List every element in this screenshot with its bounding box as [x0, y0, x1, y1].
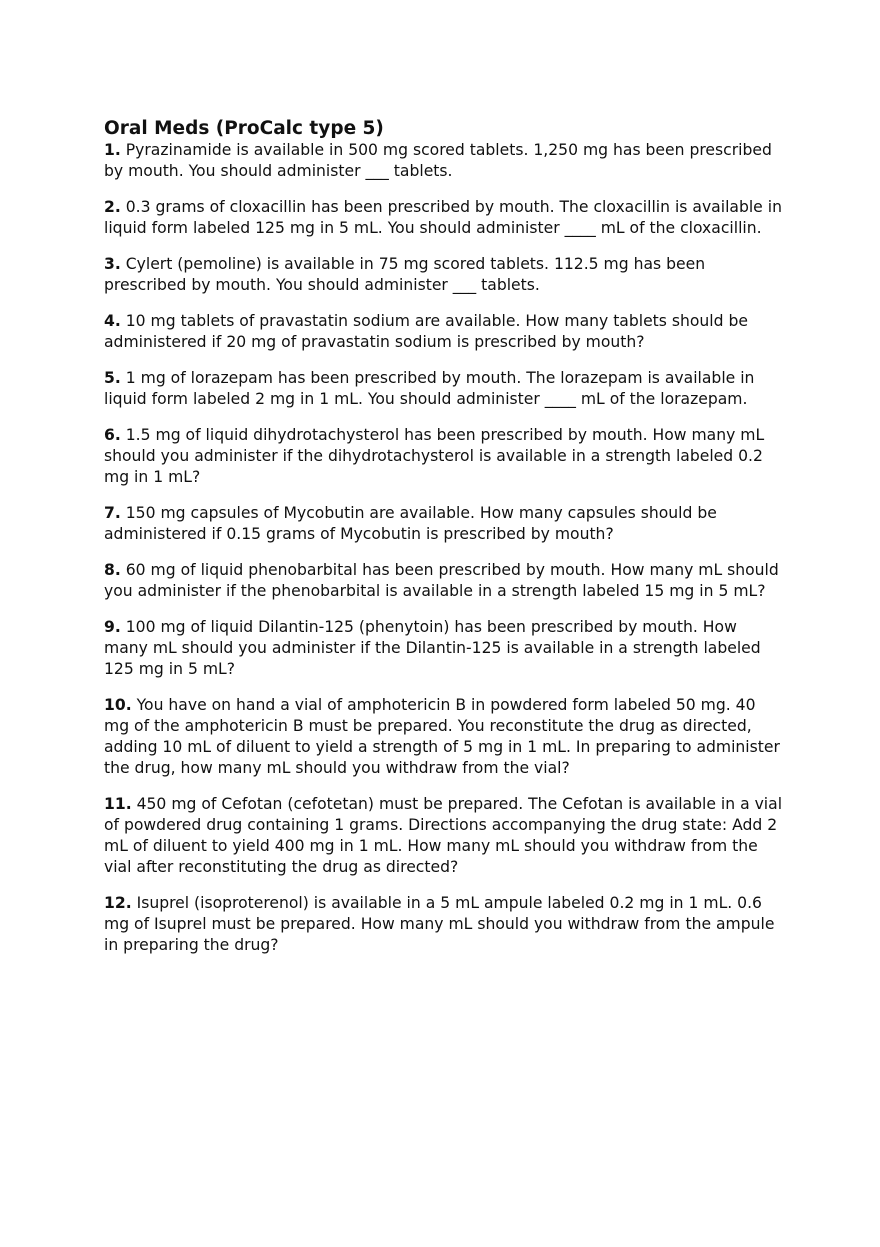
question-3	[104, 254, 784, 296]
question-number: 9.	[104, 618, 121, 636]
question-12	[104, 893, 784, 956]
question-number: 2.	[104, 198, 121, 216]
question-number: 7.	[104, 504, 121, 522]
question-number: 5.	[104, 369, 121, 387]
question-text: Pyrazinamide is available in 500 mg scored tablets. 1,250 mg has been prescribed by mouth. You should administer ___ tablets.	[104, 141, 772, 180]
question-6	[104, 425, 784, 488]
question-text: 0.3 grams of cloxacillin has been prescribed by mouth. The cloxacillin is available in liquid form labeled 125 mg in 5 mL. You should administer ____ mL of the cloxacillin.	[104, 198, 782, 237]
question-10	[104, 695, 784, 779]
page-title: Oral Meds (ProCalc type 5)	[104, 118, 384, 139]
question-text: 1 mg of lorazepam has been prescribed by mouth. The lorazepam is available in liquid form labeled 2 mg in 1 mL. You should administer ____ mL of the lorazepam.	[104, 369, 755, 408]
question-text: 10 mg tablets of pravastatin sodium are available. How many tablets should be administered if 20 mg of pravastatin sodium is prescribed by mouth?	[104, 312, 748, 351]
question-number: 4.	[104, 312, 121, 330]
question-11	[104, 794, 784, 878]
question-4	[104, 311, 784, 353]
question-text: 1.5 mg of liquid dihydrotachysterol has been prescribed by mouth. How many mL should you administer if the dihydrotachysterol is available in a strength labeled 0.2 mg in 1 mL?	[104, 426, 765, 486]
question-text: 60 mg of liquid phenobarbital has been prescribed by mouth. How many mL should you administer if the phenobarbital is available in a strength labeled 15 mg in 5 mL?	[104, 561, 779, 600]
question-text: 150 mg capsules of Mycobutin are available. How many capsules should be administered if 0.15 grams of Mycobutin is prescribed by mouth?	[104, 504, 717, 543]
question-text: You have on hand a vial of amphotericin B in powdered form labeled 50 mg. 40 mg of the amphotericin B must be prepared. You reconstitute the drug as directed, adding 10 mL of diluent to yield a strength of 5 mg in 1 mL. In preparing to administer the drug, how many mL should you withdraw from the vial?	[104, 696, 780, 777]
question-8	[104, 560, 784, 602]
question-text: 450 mg of Cefotan (cefotetan) must be prepared. The Cefotan is available in a vial of powdered drug containing 1 grams. Directions accompanying the drug state: Add 2 mL of diluent to yield 400 mg in 1 mL. How many mL should you withdraw from the vial after reconstituting the drug as directed?	[104, 795, 783, 876]
question-number: 11.	[104, 795, 132, 813]
document-page	[104, 118, 784, 971]
question-number: 1.	[104, 141, 121, 159]
question-9	[104, 617, 784, 680]
question-number: 12.	[104, 894, 132, 912]
question-number: 3.	[104, 255, 121, 273]
question-5	[104, 368, 784, 410]
question-text: 100 mg of liquid Dilantin-125 (phenytoin) has been prescribed by mouth. How many mL should you administer if the Dilantin-125 is available in a strength labeled 125 mg in 5 mL?	[104, 618, 761, 678]
question-text: Cylert (pemoline) is available in 75 mg scored tablets. 112.5 mg has been prescribed by mouth. You should administer ___ tablets.	[104, 255, 706, 294]
question-7	[104, 503, 784, 545]
question-number: 6.	[104, 426, 121, 444]
question-text: Isuprel (isoproterenol) is available in a 5 mL ampule labeled 0.2 mg in 1 mL. 0.6 mg of Isuprel must be prepared. How many mL should you withdraw from the ampule in preparing the drug?	[104, 894, 775, 954]
question-number: 10.	[104, 696, 132, 714]
question-1	[104, 140, 784, 182]
question-2	[104, 197, 784, 239]
question-number: 8.	[104, 561, 121, 579]
